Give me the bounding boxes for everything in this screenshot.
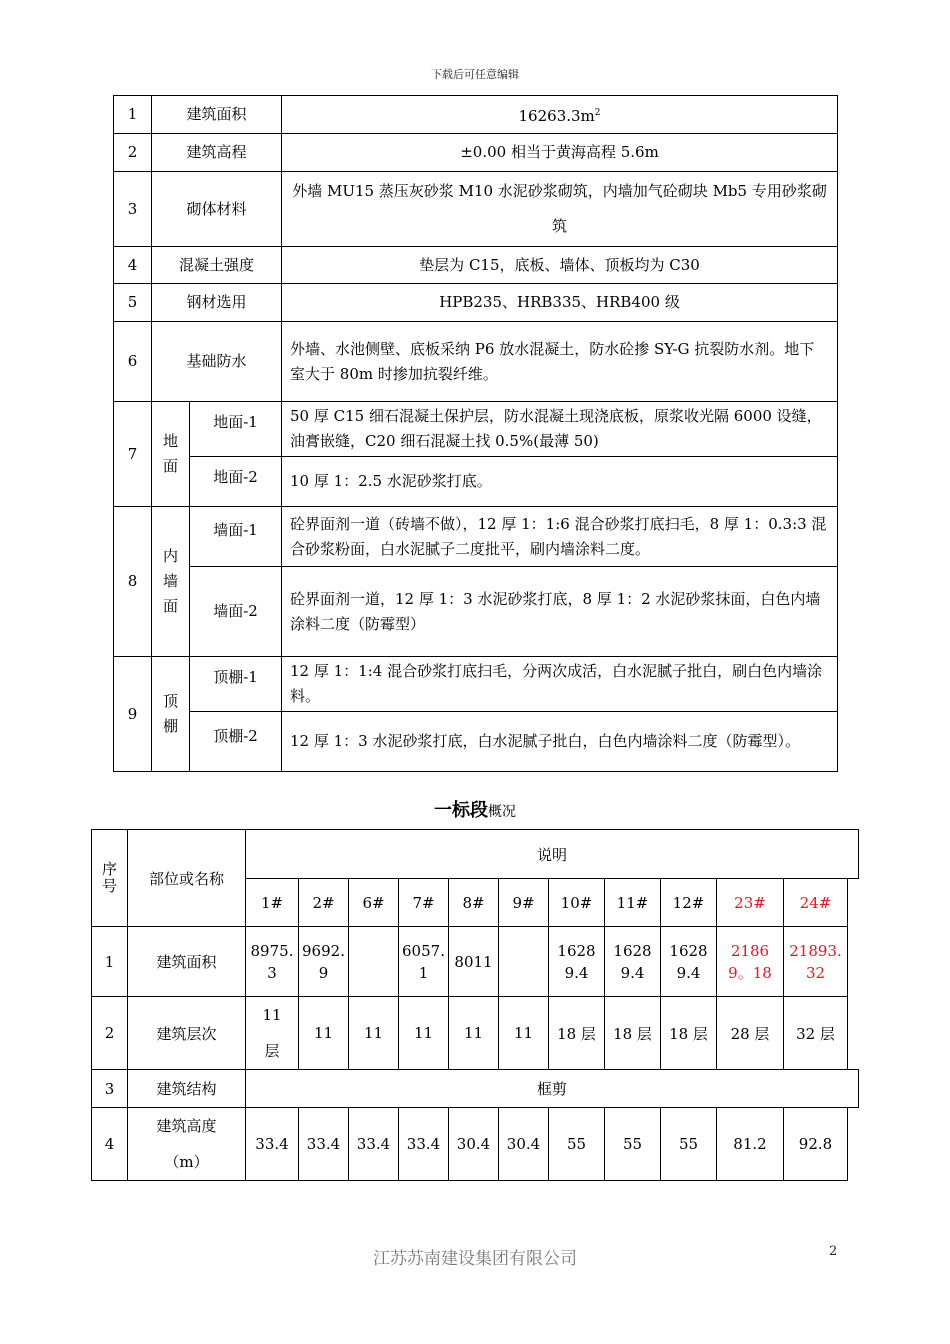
row-no: 2 — [114, 134, 152, 172]
building-header: 11# — [605, 879, 661, 927]
group-no: 9 — [114, 657, 152, 772]
building-header: 1# — [246, 879, 299, 927]
page-number: 2 — [829, 1244, 838, 1259]
header-part: 部位或名称 — [128, 830, 246, 927]
table-row — [92, 1108, 859, 1181]
row-value: 外墙 MU15 蒸压灰砂浆 M10 水泥砂浆砌筑，内墙加气砼砌块 Mb5 专用砂浆砌筑 — [282, 172, 838, 247]
group-no: 7 — [114, 402, 152, 507]
table-row — [114, 96, 838, 134]
row-no: 3 — [114, 172, 152, 247]
area-value: 16289.4 — [605, 927, 661, 997]
overview-table — [91, 829, 859, 1181]
height-value: 33.4 — [399, 1108, 449, 1181]
item-desc: 50 厚 C15 细石混凝土保护层，防水混凝土现浇底板，原浆收光隔 6000 设缝，油膏嵌缝，C20 细石混凝土找 0.5%(最薄 50) — [282, 402, 838, 457]
height-value: 33.4 — [349, 1108, 399, 1181]
header-no: 序号 — [92, 830, 128, 927]
table-row — [114, 507, 838, 567]
row-label: 混凝土强度 — [152, 247, 282, 284]
building-header: 24# — [784, 879, 848, 927]
row-no: 5 — [114, 284, 152, 322]
row-label: 建筑层次 — [128, 997, 246, 1070]
table-row — [92, 927, 859, 997]
area-value: 9692.9 — [299, 927, 349, 997]
row-label: 建筑结构 — [128, 1070, 246, 1108]
item-desc: 砼界面剂一道（砖墙不做），12 厚 1：1:6 混合砂浆打底扫毛，8 厚 1：0.3:3 混合砂浆粉面，白水泥腻子二度批平，刷内墙涂料二度。 — [282, 507, 838, 567]
empty-cell — [848, 927, 859, 997]
building-header: 6# — [349, 879, 399, 927]
item-name: 地面-2 — [190, 457, 282, 507]
group-category: 内墙面 — [152, 507, 190, 657]
height-value: 33.4 — [299, 1108, 349, 1181]
area-value: 6057.1 — [399, 927, 449, 997]
table-row — [114, 402, 838, 457]
height-value: 30.4 — [449, 1108, 499, 1181]
building-header: 12# — [661, 879, 717, 927]
item-desc: 12 厚 1：3 水泥砂浆打底，白水泥腻子批白，白色内墙涂料二度（防霉型）。 — [282, 712, 838, 772]
table-row — [114, 134, 838, 172]
footer-company: 江苏苏南建设集团有限公司 — [373, 1249, 577, 1269]
area-value: 21869。18 — [717, 927, 784, 997]
floors-value: 11 — [349, 997, 399, 1070]
area-value — [499, 927, 549, 997]
row-no: 1 — [114, 96, 152, 134]
table-row — [114, 284, 838, 322]
building-header: 7# — [399, 879, 449, 927]
floors-value: 18 层 — [605, 997, 661, 1070]
area-value: 16289.4 — [549, 927, 605, 997]
height-value: 92.8 — [784, 1108, 848, 1181]
section-title: 一标段概况 — [434, 800, 516, 821]
item-desc: 12 厚 1：1:4 混合砂浆打底扫毛，分两次成活，白水泥腻子批白，刷白色内墙涂料。 — [282, 657, 838, 712]
row-no: 4 — [114, 247, 152, 284]
height-value: 55 — [661, 1108, 717, 1181]
building-header: 8# — [449, 879, 499, 927]
empty-cell — [848, 997, 859, 1070]
area-value: 8011 — [449, 927, 499, 997]
floors-value: 32 层 — [784, 997, 848, 1070]
floors-value: 11层 — [246, 997, 299, 1070]
materials-table — [113, 95, 838, 772]
height-value: 30.4 — [499, 1108, 549, 1181]
floors-value: 11 — [499, 997, 549, 1070]
height-value: 33.4 — [246, 1108, 299, 1181]
building-header: 2# — [299, 879, 349, 927]
row-label: 砌体材料 — [152, 172, 282, 247]
area-value: 21893.32 — [784, 927, 848, 997]
row-label: 基础防水 — [152, 322, 282, 402]
table-row — [92, 830, 859, 879]
row-label: 建筑面积 — [152, 96, 282, 134]
group-no: 8 — [114, 507, 152, 657]
row-value: 外墙、水池侧壁、底板采纳 P6 放水混凝土，防水砼掺 SY-G 抗裂防水剂。地下室大于 80m 时掺加抗裂纤维。 — [282, 322, 838, 402]
row-label: 建筑高程 — [152, 134, 282, 172]
item-name: 墙面-2 — [190, 567, 282, 657]
row-value: ±0.00 相当于黄海高程 5.6m — [282, 134, 838, 172]
item-desc: 10 厚 1：2.5 水泥砂浆打底。 — [282, 457, 838, 507]
group-category: 地面 — [152, 402, 190, 507]
floors-value: 18 层 — [661, 997, 717, 1070]
building-header: 10# — [549, 879, 605, 927]
table-row — [114, 567, 838, 657]
row-label: 建筑面积 — [128, 927, 246, 997]
table-row — [114, 172, 838, 247]
group-category: 顶棚 — [152, 657, 190, 772]
empty-cell — [848, 1108, 859, 1181]
row-label: 钢材选用 — [152, 284, 282, 322]
row-value: HPB235、HRB335、HRB400 级 — [282, 284, 838, 322]
empty-cell — [848, 879, 859, 927]
row-no: 4 — [92, 1108, 128, 1181]
item-name: 顶棚-1 — [190, 657, 282, 712]
floors-value: 28 层 — [717, 997, 784, 1070]
item-name: 顶棚-2 — [190, 712, 282, 772]
table-row — [92, 1070, 859, 1108]
table-row — [114, 457, 838, 507]
row-value: $16263.3m^2$ — [282, 96, 838, 134]
item-desc: 砼界面剂一道，12 厚 1：3 水泥砂浆打底，8 厚 1：2 水泥砂浆抹面，白色内墙涂料二度（防霉型） — [282, 567, 838, 657]
height-value: 55 — [605, 1108, 661, 1181]
row-value: 垫层为 C15，底板、墙体、顶板均为 C30 — [282, 247, 838, 284]
row-label: 建筑高度（m） — [128, 1108, 246, 1181]
row-no: 3 — [92, 1070, 128, 1108]
height-value: 55 — [549, 1108, 605, 1181]
building-header: 9# — [499, 879, 549, 927]
area-value — [349, 927, 399, 997]
building-header: 23# — [717, 879, 784, 927]
floors-value: 11 — [399, 997, 449, 1070]
item-name: 墙面-1 — [190, 507, 282, 567]
row-no: 2 — [92, 997, 128, 1070]
table-row — [114, 712, 838, 772]
header-desc: 说明 — [246, 830, 859, 879]
floors-value: 11 — [449, 997, 499, 1070]
area-value: 16289.4 — [661, 927, 717, 997]
table-row — [92, 997, 859, 1070]
table-row — [114, 247, 838, 284]
item-name: 地面-1 — [190, 402, 282, 457]
table-row — [114, 322, 838, 402]
area-value: 8975.3 — [246, 927, 299, 997]
row-no: 1 — [92, 927, 128, 997]
table-row — [114, 657, 838, 712]
structure-value: 框剪 — [246, 1070, 859, 1108]
row-no: 6 — [114, 322, 152, 402]
header-note: 下载后可任意编辑 — [431, 68, 519, 81]
height-value: 81.2 — [717, 1108, 784, 1181]
floors-value: 18 层 — [549, 997, 605, 1070]
floors-value: 11 — [299, 997, 349, 1070]
